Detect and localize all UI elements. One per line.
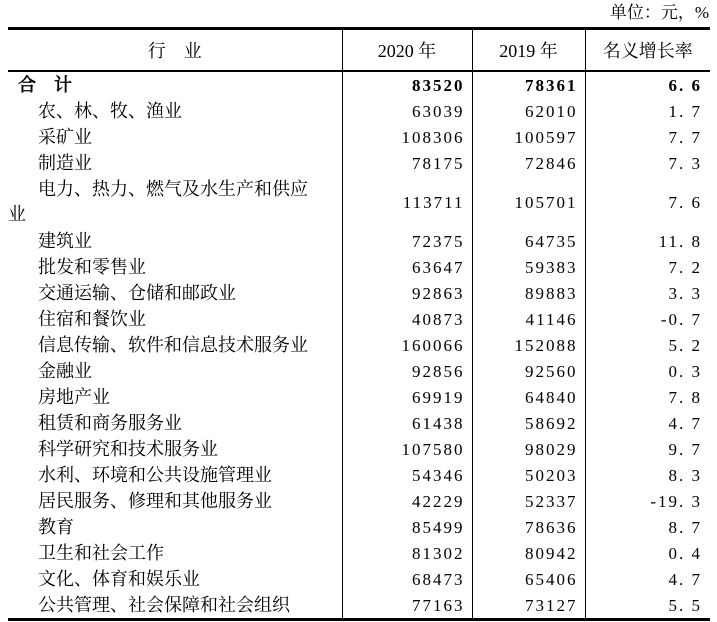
col-header-2019: 2019 年 (472, 29, 585, 72)
industry-label-cell: 合 计 (18, 74, 72, 95)
table-row (8, 71, 710, 98)
table-row (8, 280, 710, 306)
industry-label-cell: 住宿和餐饮业 (38, 308, 146, 329)
value-2019-cell: 59383 (472, 254, 585, 280)
value-2020-cell: 63039 (342, 98, 472, 124)
value-2019-cell: 92560 (472, 358, 585, 384)
industry-label-cell: 房地产业 (38, 386, 110, 407)
value-2020-cell: 92863 (342, 280, 472, 306)
industry-label-cell: 制造业 (38, 152, 92, 173)
industry-label-cell: 文化、体育和娱乐业 (38, 568, 200, 589)
table-row (8, 592, 710, 620)
value-2019-cell: 80942 (472, 540, 585, 566)
table-row (8, 540, 710, 566)
value-2019-cell: 65406 (472, 566, 585, 592)
industry-label-cell: 交通运输、仓储和邮政业 (38, 282, 236, 303)
value-2020-cell: 108306 (342, 124, 472, 150)
industry-label-cell: 公共管理、社会保障和社会组织 (38, 594, 290, 615)
col-header-2020: 2020 年 (342, 29, 472, 72)
col-header-growth: 名义增长率 (585, 29, 710, 72)
table-row (8, 514, 710, 540)
growth-rate-cell: 11. 8 (585, 228, 710, 254)
value-2019-cell: 72846 (472, 150, 585, 176)
value-2019-cell: 78361 (472, 71, 585, 98)
value-2020-cell: 92856 (342, 358, 472, 384)
value-2019-cell: 105701 (472, 176, 585, 228)
growth-rate-cell: 3. 3 (585, 280, 710, 306)
growth-rate-cell: 7. 3 (585, 150, 710, 176)
industry-label-cell: 农、林、牧、渔业 (38, 100, 182, 121)
value-2019-cell: 73127 (472, 592, 585, 620)
growth-rate-cell: 0. 4 (585, 540, 710, 566)
growth-rate-cell: -0. 7 (585, 306, 710, 332)
table-row (8, 254, 710, 280)
value-2019-cell: 152088 (472, 332, 585, 358)
table-row (8, 436, 710, 462)
growth-rate-cell: 5. 5 (585, 592, 710, 620)
industry-label-cell: 科学研究和技术服务业 (38, 438, 218, 459)
growth-rate-cell: 5. 2 (585, 332, 710, 358)
value-2019-cell: 100597 (472, 124, 585, 150)
industry-label-cell: 金融业 (38, 360, 92, 381)
value-2020-cell: 61438 (342, 410, 472, 436)
industry-label-cell: 批发和零售业 (38, 256, 146, 277)
table-row (8, 462, 710, 488)
growth-rate-cell: 7. 2 (585, 254, 710, 280)
growth-rate-cell: 7. 7 (585, 124, 710, 150)
growth-rate-cell: 9. 7 (585, 436, 710, 462)
table-row (8, 98, 710, 124)
table-row (8, 566, 710, 592)
growth-rate-cell: -19. 3 (585, 488, 710, 514)
industry-label-cell: 采矿业 (38, 126, 92, 147)
industry-label-cell: 电力、热力、燃气及水生产和供应 业 (8, 179, 308, 224)
growth-rate-cell: 1. 7 (585, 98, 710, 124)
industry-label-cell: 居民服务、修理和其他服务业 (38, 490, 272, 511)
industry-label-cell: 建筑业 (38, 230, 92, 251)
table-row (8, 150, 710, 176)
value-2019-cell: 62010 (472, 98, 585, 124)
industry-label-cell: 教育 (38, 516, 74, 537)
value-2019-cell: 89883 (472, 280, 585, 306)
industry-label-cell: 租赁和商务服务业 (38, 412, 182, 433)
value-2019-cell: 58692 (472, 410, 585, 436)
industry-label-cell: 水利、环境和公共设施管理业 (38, 464, 272, 485)
value-2020-cell: 72375 (342, 228, 472, 254)
industry-label-cell: 信息传输、软件和信息技术服务业 (38, 334, 308, 355)
value-2020-cell: 85499 (342, 514, 472, 540)
growth-rate-cell: 8. 7 (585, 514, 710, 540)
wage-table (8, 27, 710, 621)
value-2019-cell: 64840 (472, 384, 585, 410)
industry-label-cell: 卫生和社会工作 (38, 542, 164, 563)
growth-rate-cell: 7. 6 (585, 176, 710, 228)
table-body (8, 71, 710, 620)
value-2020-cell: 83520 (342, 71, 472, 98)
table-row (8, 384, 710, 410)
value-2019-cell: 78636 (472, 514, 585, 540)
table-row (8, 332, 710, 358)
value-2019-cell: 64735 (472, 228, 585, 254)
value-2019-cell: 98029 (472, 436, 585, 462)
table-row (8, 228, 710, 254)
value-2020-cell: 81302 (342, 540, 472, 566)
growth-rate-cell: 6. 6 (585, 71, 710, 98)
col-header-industry: 行 业 (8, 29, 342, 72)
table-row (8, 410, 710, 436)
growth-rate-cell: 4. 7 (585, 566, 710, 592)
growth-rate-cell: 7. 8 (585, 384, 710, 410)
table-row (8, 306, 710, 332)
value-2020-cell: 107580 (342, 436, 472, 462)
table-row (8, 176, 710, 228)
value-2020-cell: 40873 (342, 306, 472, 332)
table-row (8, 358, 710, 384)
value-2020-cell: 78175 (342, 150, 472, 176)
value-2020-cell: 160066 (342, 332, 472, 358)
growth-rate-cell: 0. 3 (585, 358, 710, 384)
value-2019-cell: 52337 (472, 488, 585, 514)
table-row (8, 124, 710, 150)
value-2020-cell: 69919 (342, 384, 472, 410)
table-row (8, 488, 710, 514)
value-2020-cell: 63647 (342, 254, 472, 280)
value-2020-cell: 68473 (342, 566, 472, 592)
value-2020-cell: 42229 (342, 488, 472, 514)
value-2020-cell: 77163 (342, 592, 472, 620)
value-2020-cell: 54346 (342, 462, 472, 488)
growth-rate-cell: 4. 7 (585, 410, 710, 436)
header-row (8, 29, 710, 72)
value-2019-cell: 50203 (472, 462, 585, 488)
value-2020-cell: 113711 (342, 176, 472, 228)
growth-rate-cell: 8. 3 (585, 462, 710, 488)
value-2019-cell: 41146 (472, 306, 585, 332)
unit-label: 单位：元，% (609, 3, 709, 22)
